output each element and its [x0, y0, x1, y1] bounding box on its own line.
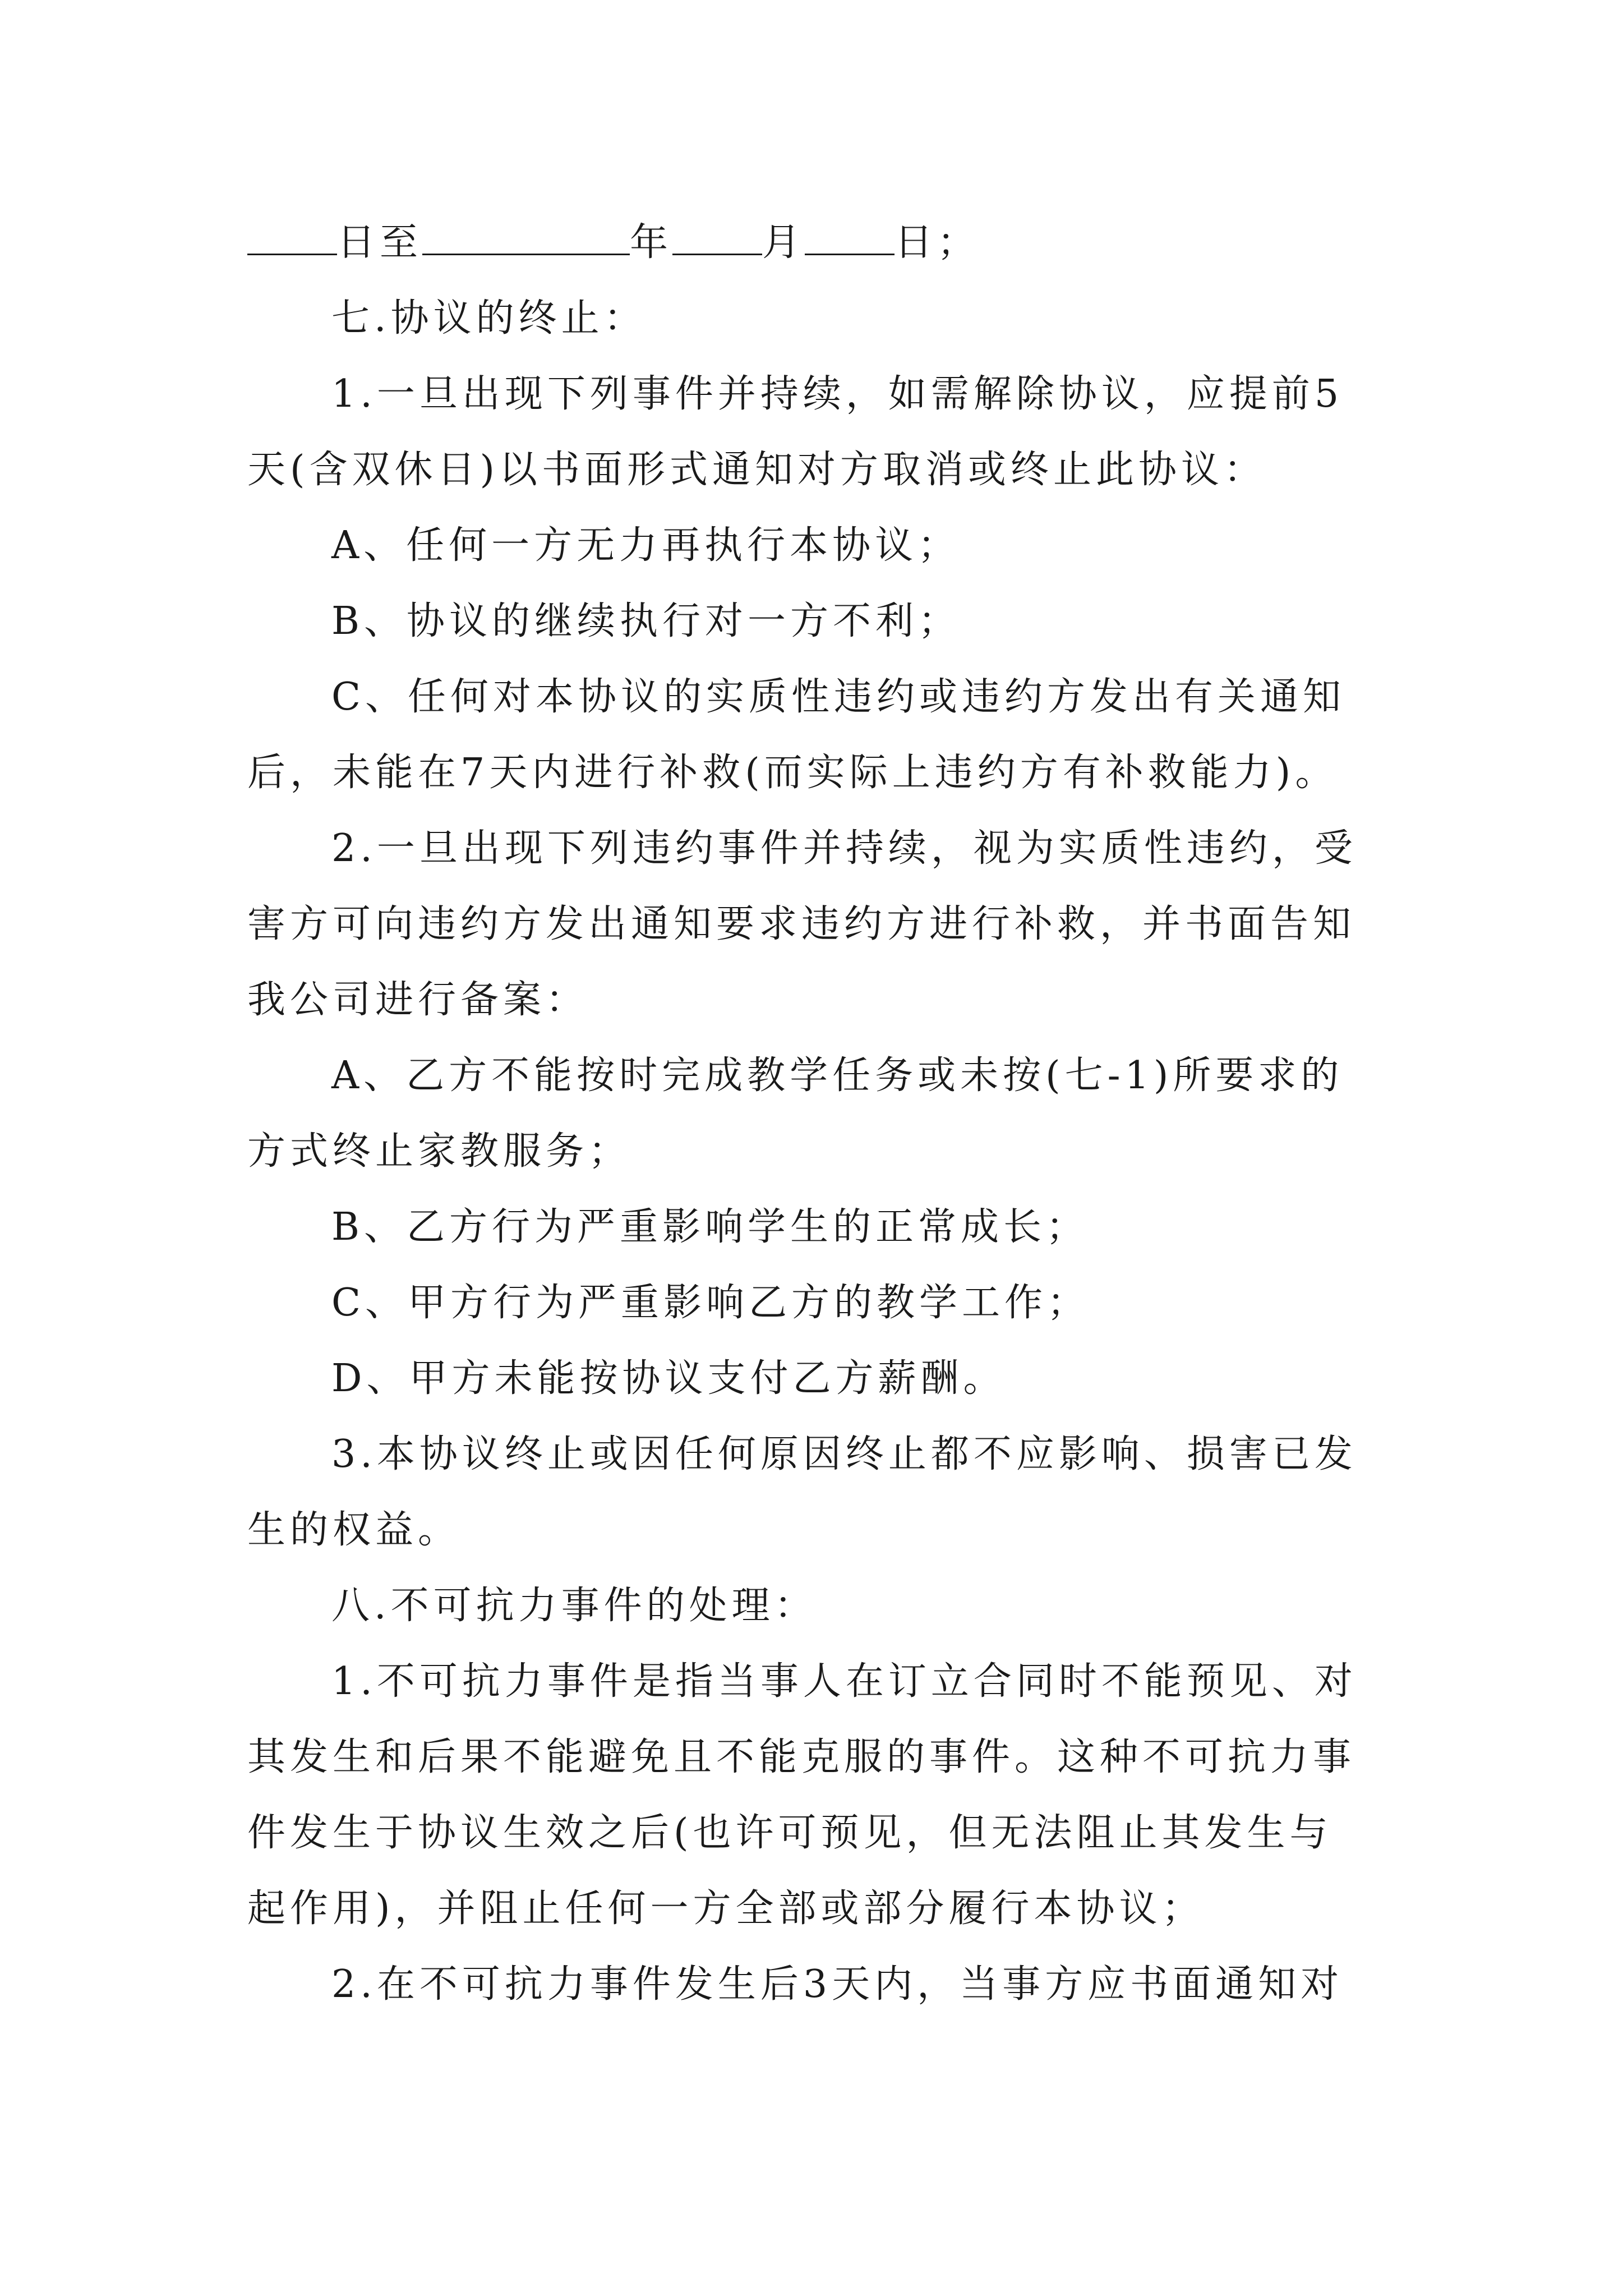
paragraph-line: 2.在不可抗力事件发生后3天内，当事方应书面通知对 [331, 1962, 1344, 2007]
list-item: C、甲方行为严重影响乙方的教学工作； [331, 1281, 1090, 1325]
list-item: C、任何对本协议的实质性违约或违约方发出有关通知 [331, 675, 1346, 719]
list-item: A、乙方不能按时完成教学任务或未按(七-1)所要求的 [331, 1053, 1344, 1098]
date-year: 年 [630, 220, 673, 265]
section-heading: 八.不可抗力事件的处理： [331, 1584, 817, 1628]
paragraph-line: 1.不可抗力事件是指当事人在订立合同时不能预见、对 [331, 1659, 1357, 1704]
date-day-end: 日； [895, 220, 980, 265]
paragraph-line: 方式终止家教服务； [247, 1129, 631, 1174]
paragraph-line: 件发生于协议生效之后(也许可预见，但无法阻止其发生与 [247, 1811, 1332, 1855]
paragraph-line: 天(含双休日)以书面形式通知对方取消或终止此协议： [247, 448, 1267, 492]
month-blank [672, 219, 762, 255]
paragraph-line: 生的权益。 [247, 1508, 461, 1552]
paragraph-line: 2.一旦出现下列违约事件并持续，视为实质性违约，受 [331, 826, 1357, 871]
list-item: A、任何一方无力再执行本协议； [331, 523, 961, 568]
paragraph-line: 害方可向违约方发出通知要求违约方进行补救，并书面告知 [247, 902, 1356, 946]
date-month: 月 [762, 220, 805, 265]
paragraph-line: 1.一旦出现下列事件并持续，如需解除协议，应提前5 [331, 372, 1344, 416]
paragraph-line: 3.本协议终止或因任何原因终止都不应影响、损害已发 [331, 1432, 1357, 1476]
day-end-blank [805, 219, 895, 255]
paragraph-line: 起作用)，并阻止任何一方全部或部分履行本协议； [247, 1887, 1205, 1931]
paragraph-line: 其发生和后果不能避免且不能克服的事件。这种不可抗力事 [247, 1735, 1356, 1779]
list-item: B、乙方行为严重影响学生的正常成长； [331, 1205, 1089, 1249]
year-blank [422, 219, 630, 255]
paragraph-line: 我公司进行备案： [247, 978, 589, 1022]
day-blank [247, 219, 337, 255]
list-item: B、协议的继续执行对一方不利； [331, 599, 961, 643]
paragraph-line: 后，未能在7天内进行补救(而实际上违约方有补救能力)。 [247, 751, 1338, 795]
list-item: D、甲方未能按协议支付乙方薪酬。 [331, 1356, 1006, 1401]
section-heading: 七.协议的终止： [331, 296, 647, 341]
date-range-line [247, 215, 1623, 271]
date-day-to: 日至 [337, 220, 423, 265]
